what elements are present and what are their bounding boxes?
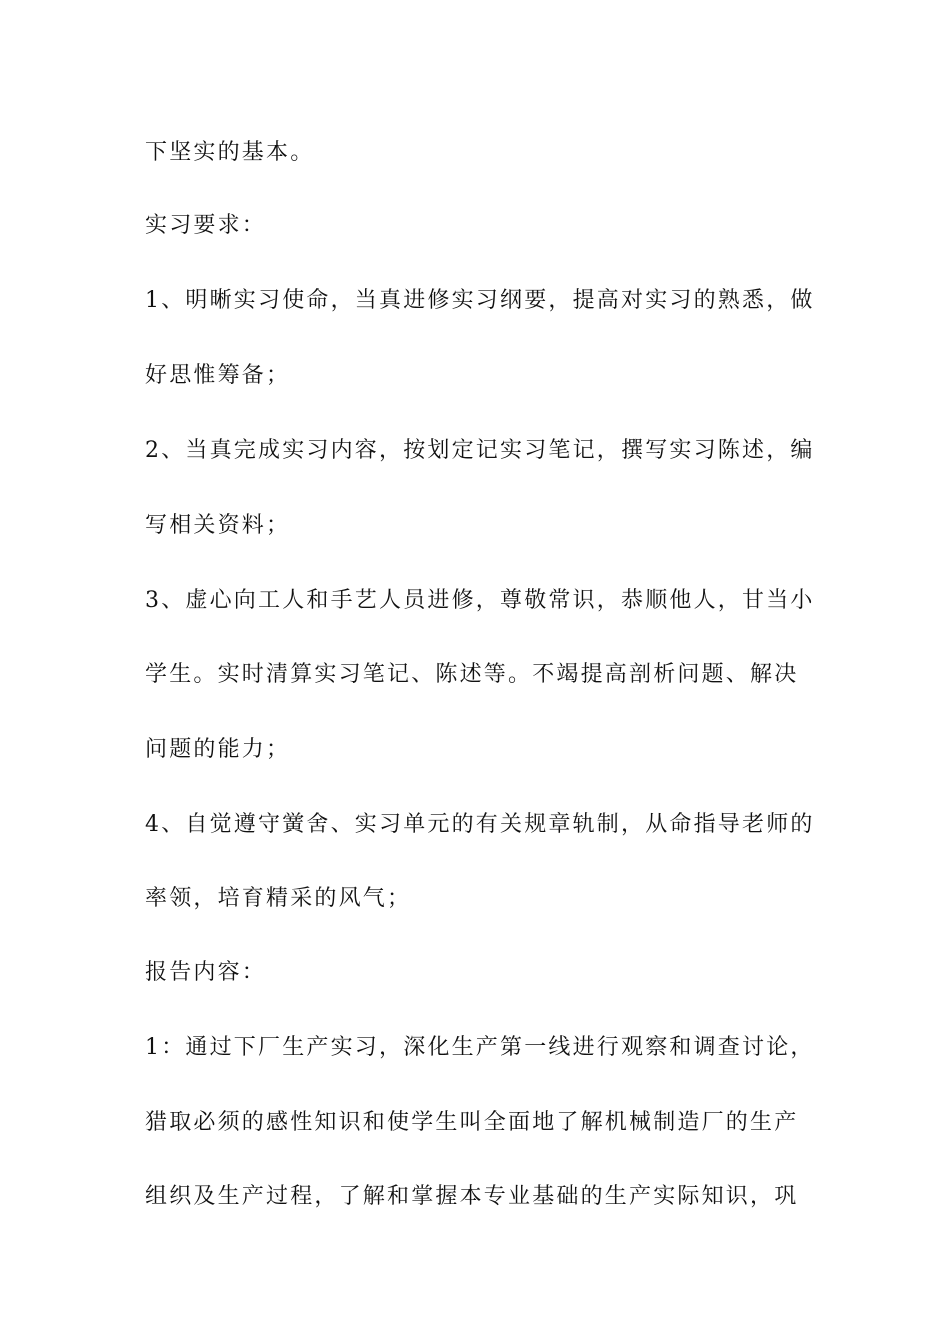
text-line-6: 写相关资料； [145, 513, 291, 538]
text-line-11: 率领，培育精采的风气； [145, 886, 412, 911]
text-line-5: 2、当真完成实习内容，按划定记实习笔记，撰写实习陈述，编 [145, 438, 815, 463]
text-line-13: 1：通过下厂生产实习，深化生产第一线进行观察和调查讨论， [145, 1035, 815, 1060]
text-line-14: 猎取必须的感性知识和使学生叫全面地了解机械制造厂的生产 [145, 1110, 799, 1135]
text-line-9: 问题的能力； [145, 737, 291, 762]
text-line-8: 学生。实时清算实习笔记、陈述等。不竭提高剖析问题、解决 [145, 662, 799, 687]
section-heading-report-content: 报告内容： [145, 960, 267, 985]
section-heading-requirements: 实习要求： [145, 213, 267, 238]
text-line-10: 4、自觉遵守黉舍、实习单元的有关规章轨制，从命指导老师的 [145, 812, 815, 837]
text-line-4: 好思惟筹备； [145, 363, 291, 388]
text-line-3: 1、明晰实习使命，当真进修实习纲要，提高对实习的熟悉，做 [145, 288, 815, 313]
text-line-15: 组织及生产过程，了解和掌握本专业基础的生产实际知识，巩 [145, 1184, 799, 1209]
text-line-7: 3、虚心向工人和手艺人员进修，尊敬常识，恭顺他人，甘当小 [145, 588, 815, 613]
text-line-1: 下坚实的基本。 [145, 140, 315, 165]
